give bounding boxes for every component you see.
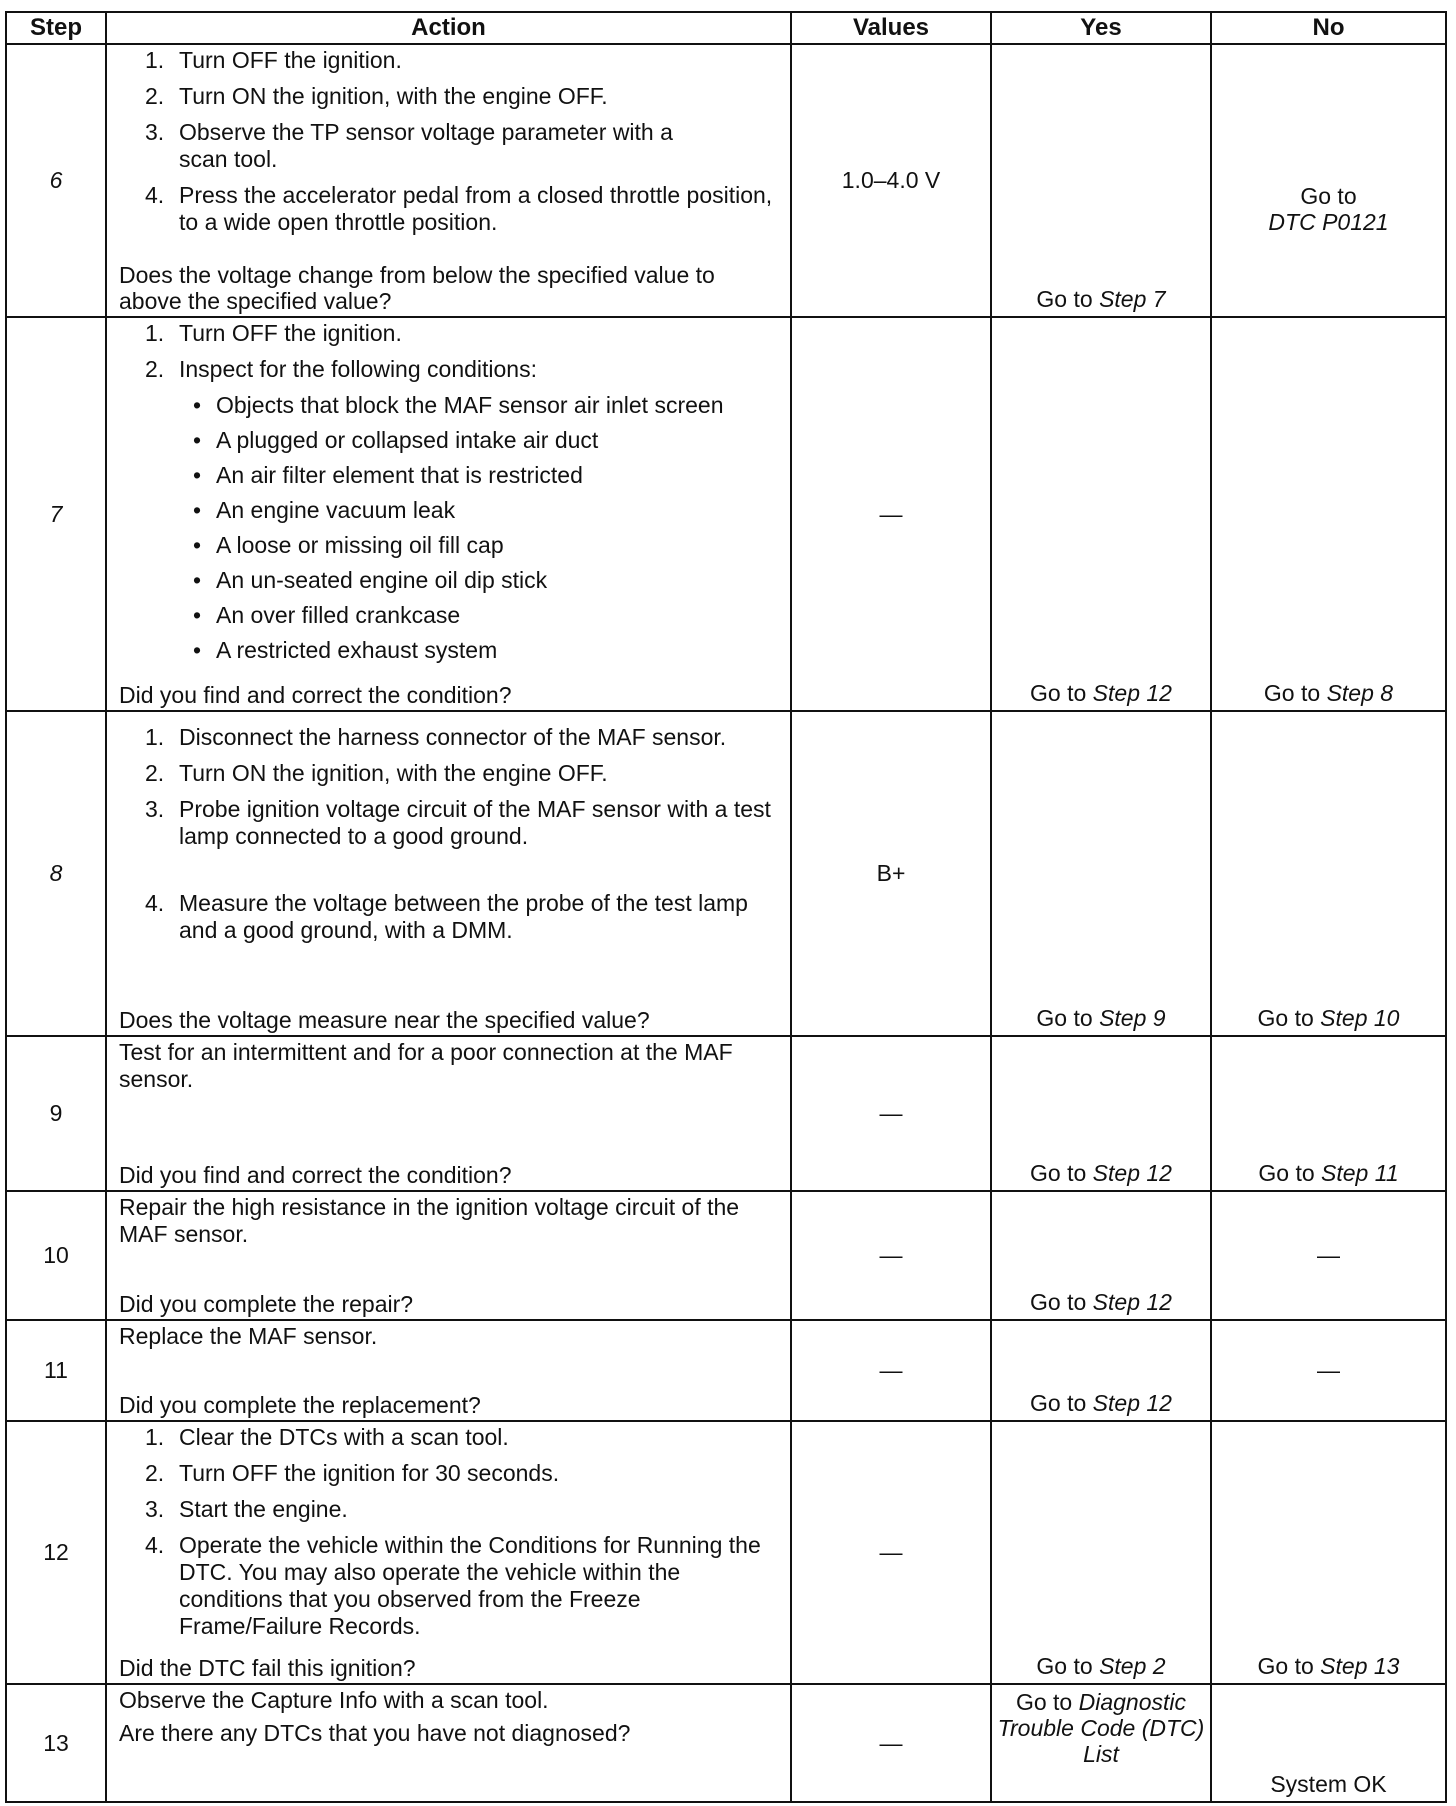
no-cell: Go to Step 13 — [1211, 1421, 1446, 1684]
action-step: 3. Start the engine. — [145, 1496, 348, 1522]
table-row — [6, 44, 1446, 317]
action-text: Replace the MAF sensor. — [119, 1323, 378, 1349]
no-cell: System OK — [1211, 1684, 1446, 1802]
action-step: 2. Inspect for the following conditions: — [145, 356, 537, 382]
action-question: Did you complete the replacement? — [119, 1392, 481, 1418]
yes-cell: Go to Step 12 — [991, 1320, 1211, 1421]
action-step: 2. Turn OFF the ignition for 30 seconds. — [145, 1460, 560, 1486]
no-cell: Go to DTC P0121 — [1211, 44, 1446, 317]
action-text: Test for an intermittent and for a poor connection at the MAF sensor. — [119, 1039, 733, 1092]
action-step: 1. Turn OFF the ignition. — [145, 320, 402, 346]
yes-cell: Go to Step 2 — [991, 1421, 1211, 1684]
action-text: Repair the high resistance in the ignition voltage circuit of the MAF sensor. — [119, 1194, 740, 1247]
action-cell — [106, 44, 791, 317]
table-row — [6, 1421, 1446, 1684]
value-cell: — — [791, 1320, 991, 1421]
yes-cell: Go to Step 7 — [991, 44, 1211, 317]
header-row — [6, 12, 1446, 44]
step-number: 10 — [6, 1191, 106, 1320]
value-cell: — — [791, 317, 991, 711]
step-number: 9 — [6, 1036, 106, 1191]
yes-cell: Go to Step 12 — [991, 1191, 1211, 1320]
col-no-header: No — [1211, 12, 1446, 44]
value-cell: — — [791, 1191, 991, 1320]
condition-item: • An engine vacuum leak — [119, 497, 778, 524]
action-cell — [106, 711, 791, 1036]
action-step: 1. Turn OFF the ignition. — [145, 47, 402, 73]
value-cell: — — [791, 1421, 991, 1684]
step-number: 7 — [6, 317, 106, 711]
condition-item: • An air filter element that is restricted — [119, 462, 778, 489]
condition-item: • Objects that block the MAF sensor air inlet screen — [119, 392, 778, 419]
action-question: Did the DTC fail this ignition? — [119, 1655, 416, 1681]
action-step: 2. Turn ON the ignition, with the engine OFF. — [145, 83, 608, 109]
step-number: 6 — [6, 44, 106, 317]
action-text: Observe the Capture Info with a scan tool. — [119, 1687, 549, 1713]
no-cell: Go to Step 11 — [1211, 1036, 1446, 1191]
condition-item: • A restricted exhaust system — [119, 637, 778, 664]
action-question: Did you complete the repair? — [119, 1291, 414, 1317]
no-cell: — — [1211, 1191, 1446, 1320]
table-row — [6, 1684, 1446, 1802]
col-yes-header: Yes — [991, 12, 1211, 44]
diagnostic-table — [5, 11, 1447, 1803]
condition-item: • An over filled crankcase — [119, 602, 778, 629]
action-cell — [106, 1684, 791, 1802]
action-step: 1. Clear the DTCs with a scan tool. — [145, 1424, 509, 1450]
yes-cell: Go to Step 12 — [991, 1036, 1211, 1191]
step-number: 12 — [6, 1421, 106, 1684]
col-step-header: Step — [6, 12, 106, 44]
condition-item: • A plugged or collapsed intake air duct — [119, 427, 778, 454]
action-step: 3. Observe the TP sensor voltage parameter with a scan tool. — [145, 119, 673, 172]
step-number: 11 — [6, 1320, 106, 1421]
no-cell: Go to Step 10 — [1211, 711, 1446, 1036]
table-row — [6, 1191, 1446, 1320]
condition-item: • A loose or missing oil fill cap — [119, 532, 778, 559]
yes-cell: Go to Step 12 — [991, 317, 1211, 711]
table-row — [6, 1036, 1446, 1191]
yes-cell: Go to Step 9 — [991, 711, 1211, 1036]
action-cell — [106, 317, 791, 711]
table-row — [6, 317, 1446, 711]
condition-item: • An un-seated engine oil dip stick — [119, 567, 778, 594]
action-cell — [106, 1191, 791, 1320]
yes-cell: Go to Diagnostic Trouble Code (DTC) List — [991, 1684, 1211, 1802]
value-cell: — — [791, 1036, 991, 1191]
action-question: Does the voltage change from below the specified value to above the specified value? — [119, 262, 715, 314]
action-cell — [106, 1421, 791, 1684]
action-cell — [106, 1320, 791, 1421]
action-step: 1. Disconnect the harness connector of the MAF sensor. — [145, 724, 727, 750]
no-cell: Go to Step 8 — [1211, 317, 1446, 711]
step-number: 8 — [6, 711, 106, 1036]
action-question: Did you find and correct the condition? — [119, 682, 512, 708]
action-question: Are there any DTCs that you have not diagnosed? — [119, 1720, 631, 1746]
action-step: 3. Probe ignition voltage circuit of the MAF sensor with a test lamp connected to a good ground. — [145, 796, 771, 849]
action-step: 4. Operate the vehicle within the Conditions for Running the DTC. You may also operate the vehicle within the conditions that you observed from the Freeze Frame/Failure Records. — [145, 1532, 761, 1639]
col-values-header: Values — [791, 12, 991, 44]
action-step: 4. Measure the voltage between the probe of the test lamp and a good ground, with a DMM. — [145, 890, 748, 943]
no-cell: — — [1211, 1320, 1446, 1421]
table-row — [6, 711, 1446, 1036]
table-row — [6, 1320, 1446, 1421]
value-cell: 1.0–4.0 V — [791, 44, 991, 317]
action-step: 4. Press the accelerator pedal from a closed throttle position, to a wide open throttle position. — [145, 182, 773, 235]
step-number: 13 — [6, 1684, 106, 1802]
value-cell: — — [791, 1684, 991, 1802]
action-question: Does the voltage measure near the specified value? — [119, 1007, 650, 1033]
action-question: Did you find and correct the condition? — [119, 1162, 512, 1188]
action-cell — [106, 1036, 791, 1191]
col-action-header: Action — [106, 12, 791, 44]
value-cell: B+ — [791, 711, 991, 1036]
action-step: 2. Turn ON the ignition, with the engine OFF. — [145, 760, 608, 786]
